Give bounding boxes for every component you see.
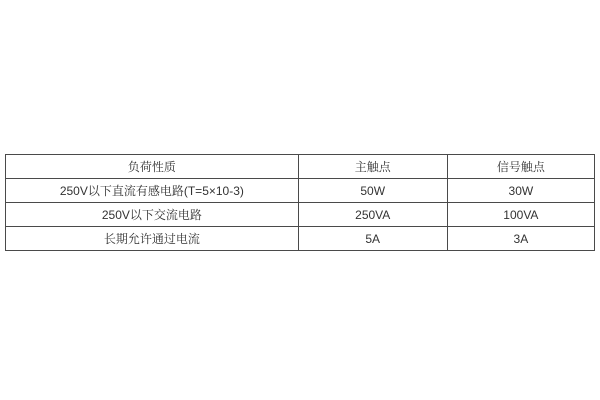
table-row bbox=[6, 227, 595, 251]
table-row bbox=[6, 179, 595, 203]
column-header-load-nature: 负荷性质 bbox=[6, 155, 299, 179]
cell-load-nature: 250V以下直流有感电路(T=5×10-3) bbox=[6, 179, 299, 203]
table-header-row bbox=[6, 155, 595, 179]
cell-signal-contact: 3A bbox=[447, 227, 594, 251]
cell-signal-contact: 100VA bbox=[447, 203, 594, 227]
table-row bbox=[6, 203, 595, 227]
cell-main-contact: 5A bbox=[298, 227, 447, 251]
cell-load-nature: 长期允许通过电流 bbox=[6, 227, 299, 251]
cell-signal-contact: 30W bbox=[447, 179, 594, 203]
contact-rating-table bbox=[5, 154, 595, 251]
column-header-signal-contact: 信号触点 bbox=[447, 155, 594, 179]
cell-main-contact: 50W bbox=[298, 179, 447, 203]
column-header-main-contact: 主触点 bbox=[298, 155, 447, 179]
cell-load-nature: 250V以下交流电路 bbox=[6, 203, 299, 227]
cell-main-contact: 250VA bbox=[298, 203, 447, 227]
